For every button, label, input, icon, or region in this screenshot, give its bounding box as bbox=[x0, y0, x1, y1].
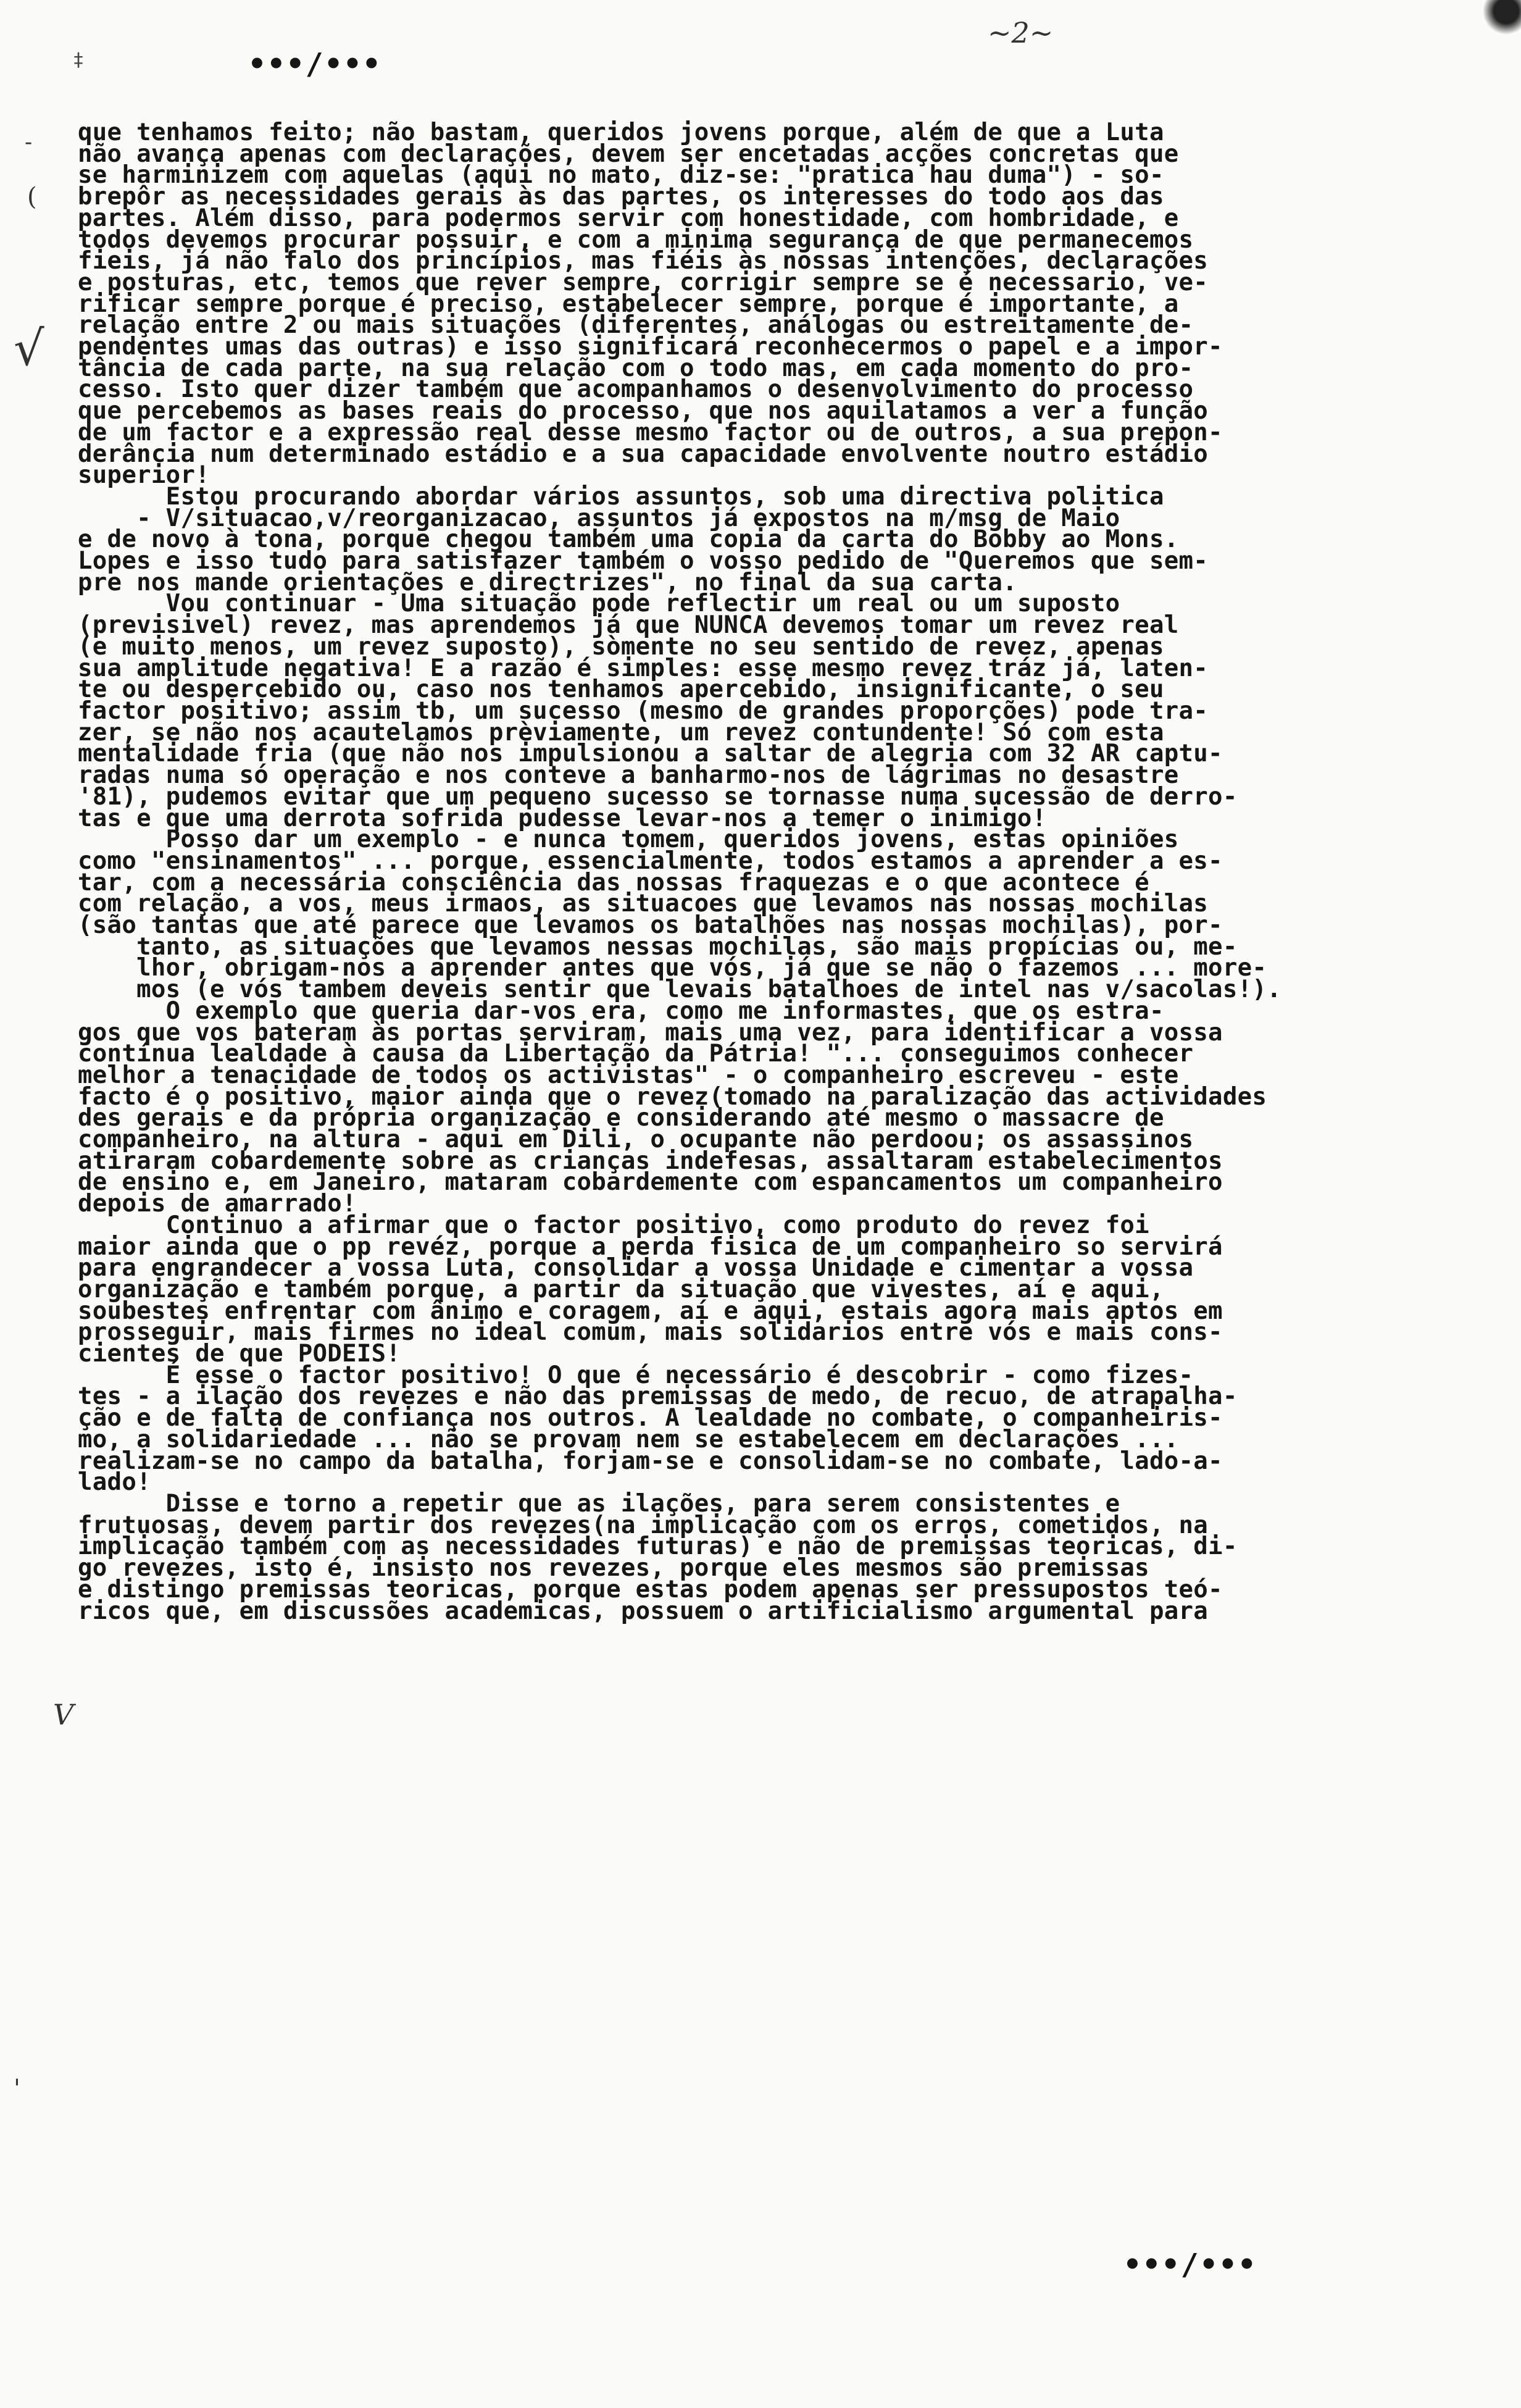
text-line: e de novo à tona, porque chegou também uma copia da carta do Bobby ao Mons. bbox=[78, 525, 1179, 554]
text-line: des gerais e da própria organização e considerando até mesmo o massacre de bbox=[78, 1104, 1164, 1132]
text-line: (e muito menos, um revez suposto), sòmente no seu sentido de revez, apenas bbox=[78, 632, 1164, 661]
text-line: mo, a solidariedade ... não se provam nem se estabelecem em declarações ... bbox=[78, 1425, 1179, 1453]
text-line: realizam-se no campo da batalha, forjam-se e consolidam-se no combate, lado-a- bbox=[78, 1447, 1223, 1475]
text-line: organização e também porque, a partir da situação que vivestes, aí e aqui, bbox=[78, 1275, 1164, 1303]
text-line: melhor a tenacidade de todos os activistas" - o companheiro escreveu - este bbox=[78, 1061, 1179, 1089]
text-line: factor positivo; assim tb, um sucesso (mesmo de grandes proporções) pode tra- bbox=[78, 696, 1209, 725]
margin-check-mark: V bbox=[53, 1698, 74, 1731]
text-line: facto é o positivo, maior ainda que o revez(tomado na paralização das actividades bbox=[78, 1082, 1267, 1111]
margin-tick-mark: ' bbox=[14, 2075, 20, 2103]
margin-paren-mark: ( bbox=[27, 183, 37, 211]
text-line: Continuo a afirmar que o factor positivo, como produto do revez foi bbox=[78, 1211, 1149, 1239]
text-line: sua amplitude negativa! E a razão é simples: esse mesmo revez tráz já, laten- bbox=[78, 654, 1209, 682]
text-line: go revezes, isto é, insisto nos revezes, porque eles mesmos são premissas bbox=[78, 1554, 1149, 1582]
text-line: - V/situacao,v/reorganizacao, assuntos já expostos na m/msg de Maio bbox=[78, 504, 1120, 532]
text-line: ricos que, em discussões academicas, possuem o artificialismo argumental para bbox=[78, 1597, 1209, 1625]
text-line: cientes de que PODEIS! bbox=[78, 1340, 401, 1368]
text-line: superior! bbox=[78, 461, 210, 490]
text-line: como "ensinamentos" ... porque, essencialmente, todos estamos a aprender a es- bbox=[78, 847, 1223, 875]
text-line: e posturas, etc, temos que rever sempre, corrigir sempre se é necessario, ve- bbox=[78, 268, 1209, 296]
text-line: derância num determinado estádio e a sua capacidade envolvente noutro estádio bbox=[78, 440, 1209, 468]
text-line: tar, com a necessária consciência das nossas fraquezas e o que acontece é bbox=[78, 868, 1149, 897]
text-line: soubestes enfrentar com ânimo e coragem, aí e aqui, estais agora mais aptos em bbox=[78, 1297, 1223, 1325]
text-line: não avança apenas com declarações, devem ser encetadas acções concretas que bbox=[78, 140, 1179, 168]
text-line: com relação, a vos, meus irmaos, as situacoes que levamos nas nossas mochilas bbox=[78, 890, 1209, 918]
text-line: que tenhamos feito; não bastam, queridos jovens porque, além de que a Luta bbox=[78, 119, 1164, 146]
margin-dash-mark: - bbox=[25, 130, 33, 155]
text-line: pendentes umas das outras) e isso significará reconhecermos o papel e a impor- bbox=[78, 333, 1223, 361]
text-line: todos devemos procurar possuir, e com a minima segurança de que permanecemos bbox=[78, 225, 1194, 254]
text-line: se harminizem com aquelas (aqui no mato, diz-se: "pratica hau duma") - so- bbox=[78, 161, 1164, 190]
text-line: mentalidade fria (que não nos impulsionou a saltar de alegria com 32 AR captu- bbox=[78, 740, 1223, 768]
text-line: tanto, as situações que levamos nessas mochilas, são mais propícias ou, me- bbox=[78, 932, 1238, 961]
text-line: para engrandecer a vossa Luta, consolidar a vossa Unidade e cimentar a vossa bbox=[78, 1254, 1194, 1282]
text-line: tas e que uma derrota sofrida pudesse levar-nos a temer o inimigo! bbox=[78, 804, 1047, 832]
text-line: Estou procurando abordar vários assuntos, sob uma directiva politica bbox=[78, 482, 1164, 511]
text-line: lado! bbox=[78, 1468, 151, 1497]
page-number: ~2~ bbox=[988, 16, 1054, 49]
text-line: depois de amarrado! bbox=[78, 1190, 357, 1218]
text-line: cesso. Isto quer dizer também que acompanhamos o desenvolvimento do processo bbox=[78, 375, 1194, 404]
letter-body bbox=[78, 119, 1498, 1625]
text-line: fieis, já não falo dos princípios, mas fiéis às nossas intenções, declarações bbox=[78, 247, 1209, 275]
text-line: e distingo premissas teoricas, porque estas podem apenas ser pressupostos teó- bbox=[78, 1575, 1223, 1603]
continuation-marker-top: •••/••• bbox=[248, 47, 382, 82]
text-line: de um factor e a expressão real desse mesmo factor ou de outros, a sua prepon- bbox=[78, 418, 1223, 446]
text-line: maior ainda que o pp revéz, porque a perda fisica de um companheiro so servirá bbox=[78, 1232, 1223, 1261]
text-line: rificar sempre porque é preciso, estabelecer sempre, porque é importante, a bbox=[78, 290, 1179, 318]
text-line: radas numa só operação e nos conteve a banharmo-nos de lágrimas no desastre bbox=[78, 761, 1179, 790]
text-line: mos (e vós tambem deveis sentir que levais batalhoes de intel nas v/sacolas!). bbox=[78, 976, 1281, 1004]
continuation-marker-bottom: •••/••• bbox=[1123, 2247, 1257, 2282]
text-line: lhor, obrigam-nos a aprender antes que vós, já que se não o fazemos ... more- bbox=[78, 954, 1267, 982]
text-line: brepôr as necessidades gerais às das partes, os interesses do todo aos das bbox=[78, 183, 1164, 211]
text-line: Disse e torno a repetir que as ilações, para serem consistentes e bbox=[78, 1490, 1120, 1518]
text-line: partes. Além disso, para podermos servir com honestidade, com hombridade, e bbox=[78, 204, 1179, 232]
text-line: tes - a ilação dos revezes e não das premissas de medo, de recuo, de atrapalha- bbox=[78, 1382, 1238, 1411]
text-line: O exemplo que queria dar-vos era, como me informastes, que os estra- bbox=[78, 997, 1164, 1025]
text-line: gos que vos bateram às portas serviram, mais uma vez, para identificar a vossa bbox=[78, 1018, 1223, 1047]
text-line: (previsivel) revez, mas aprendemos já que NUNCA devemos tomar um revez real bbox=[78, 611, 1179, 640]
text-line: atiraram cobardemente sobre as crianças indefesas, assaltaram estabelecimentos bbox=[78, 1147, 1223, 1175]
ink-smudge bbox=[1472, 0, 1521, 37]
text-line: companheiro, na altura - aqui em Dili, o ocupante não perdoou; os assassinos bbox=[78, 1126, 1194, 1154]
text-line: tância de cada parte, na sua relação com o todo mas, em cada momento do pro- bbox=[78, 354, 1194, 382]
text-line: (são tantas que até parece que levamos os batalhões nas nossas mochilas), por- bbox=[78, 911, 1223, 940]
text-line: Vou continuar - Uma situação pode reflectir um real ou um suposto bbox=[78, 590, 1120, 618]
text-line: '81), pudemos evitar que um pequeno sucesso se tornasse numa sucessão de derro- bbox=[78, 782, 1238, 811]
text-line: pre nos mande orientações e directrizes", no final da sua carta. bbox=[78, 568, 1017, 596]
text-line: ção e de falta de confiança nos outros. A lealdade no combate, o companheiris- bbox=[78, 1404, 1223, 1432]
text-line: implicação também com as necessidades futuras) e não de premissas teoricas, di- bbox=[78, 1532, 1238, 1561]
text-line: Lopes e isso tudo para satisfazer também o vosso pedido de "Queremos que sem- bbox=[78, 547, 1209, 575]
margin-mark: ‡ bbox=[73, 49, 85, 71]
text-line: de ensino e, em Janeiro, mataram cobardemente com espancamentos um companheiro bbox=[78, 1168, 1223, 1197]
text-line: prosseguir, mais firmes no ideal comum, mais solidarios entre vós e mais cons- bbox=[78, 1318, 1223, 1347]
margin-check-mark: √ bbox=[14, 321, 44, 377]
text-line: relação entre 2 ou mais situações (diferentes, análogas ou estreitamente de- bbox=[78, 311, 1194, 340]
text-line: te ou despercebido ou, caso nos tenhamos apercebido, insignificante, o seu bbox=[78, 675, 1164, 704]
text-line: Posso dar um exemplo - e nunca tomem, queridos jovens, estas opiniões bbox=[78, 826, 1179, 854]
text-line: que percebemos as bases reais do processo, que nos aquilatamos a ver a função bbox=[78, 397, 1209, 425]
text-line: É esse o factor positivo! O que é necessário é descobrir - como fizes- bbox=[78, 1361, 1194, 1389]
text-line: contínua lealdade à causa da Libertação da Pátria! "... conseguimos conhecer bbox=[78, 1040, 1194, 1068]
text-line: zer, se não nos acautelamos prèviamente, um revez contundente! Só com esta bbox=[78, 718, 1164, 746]
text-line: frutuosas, devem partir dos revezes(na implicação com os erros, cometidos, na bbox=[78, 1511, 1209, 1539]
